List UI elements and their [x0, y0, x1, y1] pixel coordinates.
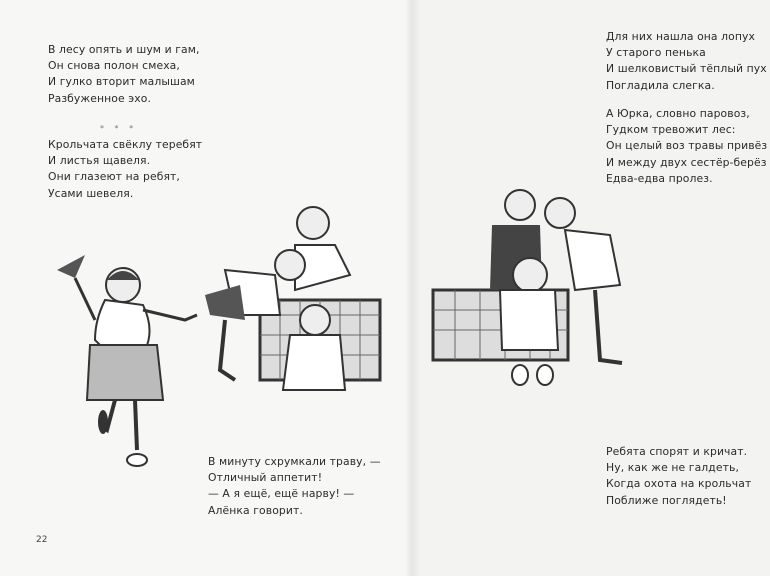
verse-line: Он снова полон смеха,: [48, 59, 180, 73]
left-stanza-1: [48, 42, 200, 107]
page-number: 22: [36, 535, 48, 545]
verse-line: Алёнка говорит.: [208, 503, 303, 517]
verse-line: Едва-едва пролез.: [606, 171, 713, 185]
children-with-rabbits-illustration: [430, 185, 635, 390]
verse-line: И листья щавеля.: [48, 154, 151, 168]
right-stanza-3: [606, 444, 751, 509]
left-stanza-3: [208, 454, 381, 519]
verse-line: И гулко вторит малышам: [48, 75, 195, 89]
verse-line: Он целый воз травы привёз: [606, 139, 768, 153]
stanza-separator: * * *: [100, 124, 138, 133]
verse-line: Погладила слегка.: [606, 78, 715, 92]
left-stanza-2: [48, 137, 202, 202]
verse-line: Усами шевеля.: [48, 186, 134, 200]
verse-line: Для них нашла она лопух: [606, 30, 756, 43]
verse-line: Гудком тревожит лес:: [606, 123, 736, 137]
verse-line: — А я ещё, ещё нарву! —: [208, 487, 355, 501]
verse-line: Когда охота на крольчат: [606, 477, 752, 491]
verse-line: И шелковистый тёплый пух: [606, 62, 767, 76]
verse-line: Ну, как же не галдеть,: [606, 461, 739, 475]
right-stanza-2: [606, 106, 767, 187]
verse-line: Крольчата свёклу теребят: [48, 138, 203, 151]
verse-line: А Юрка, словно паровоз,: [606, 107, 750, 120]
verse-line: У старого пенька: [606, 46, 706, 60]
girl-running-illustration: [45, 250, 205, 475]
children-at-rabbit-cage-illustration: [195, 195, 385, 400]
verse-line: Разбуженное эхо.: [48, 91, 152, 105]
verse-line: Ребята спорят и кричат.: [606, 445, 748, 458]
right-stanza-1: [606, 29, 767, 94]
verse-line: Они глазеют на ребят,: [48, 170, 180, 184]
verse-line: В минуту схрумкали траву, —: [208, 455, 381, 468]
verse-line: В лесу опять и шум и гам,: [48, 43, 200, 56]
verse-line: И между двух сестёр-берёз: [606, 155, 767, 169]
verse-line: Отличный аппетит!: [208, 471, 323, 485]
verse-line: Поближе поглядеть!: [606, 493, 727, 507]
book-gutter: [405, 0, 419, 576]
